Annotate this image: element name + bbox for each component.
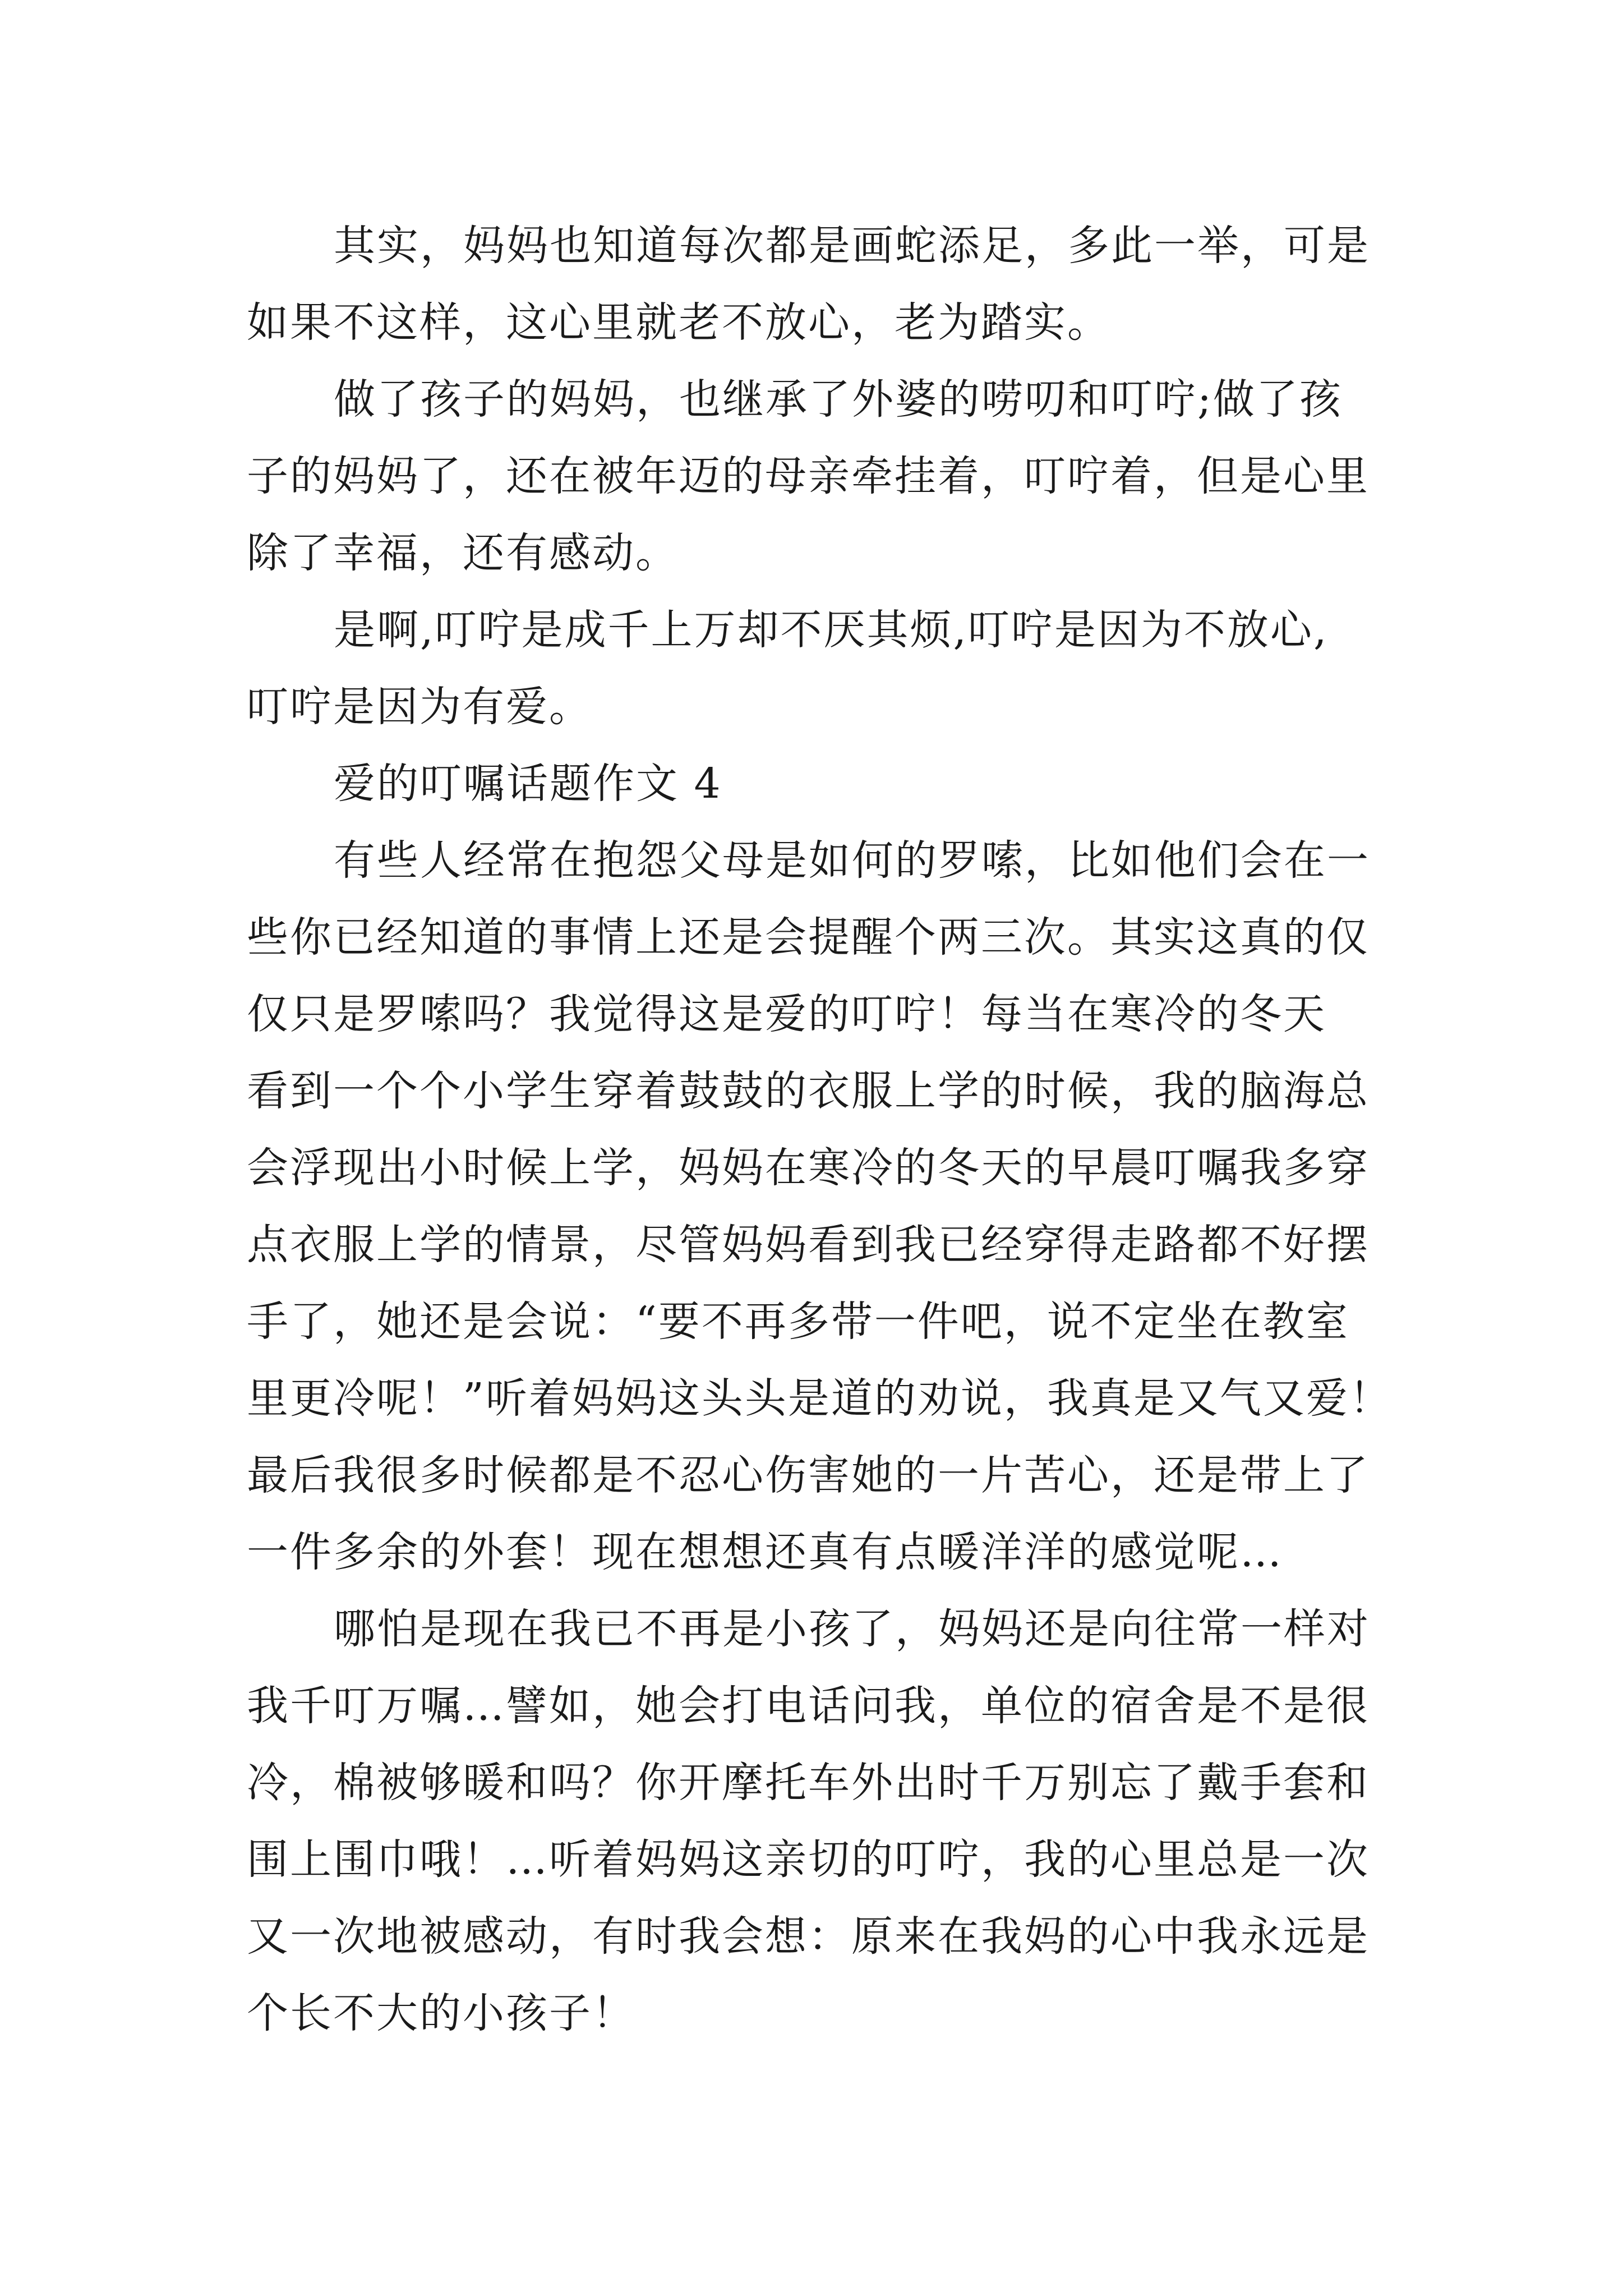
text-line: 是啊,叮咛是成千上万却不厌其烦,叮咛是因为不放心, [334, 606, 1329, 654]
text-line: 里更冷呢！”听着妈妈这头头是道的劝说，我真是又气又爱！ [247, 1374, 1393, 1423]
text-line: 如果不这样，这心里就老不放心，老为踏实。 [247, 298, 1110, 347]
text-line: 又一次地被感动，有时我会想：原来在我妈的心中我永远是 [247, 1912, 1370, 1961]
text-line: 哪怕是现在我已不再是小孩了，妈妈还是向往常一样对 [334, 1605, 1370, 1653]
text-line: 除了幸福，还有感动。 [247, 529, 679, 577]
section-heading [247, 746, 1385, 822]
text-line: 点衣服上学的情景，尽管妈妈看到我已经穿得走路都不好摆 [247, 1221, 1370, 1269]
paragraph [247, 361, 1385, 592]
paragraph [247, 822, 1393, 1591]
paragraph [247, 1591, 1385, 2052]
paragraph [247, 208, 1385, 361]
text-line: 手了，她还是会说：“要不再多带一件吧，说不定坐在教室 [247, 1297, 1349, 1346]
text-line: 子的妈妈了，还在被年迈的母亲牵挂着，叮咛着，但是心里 [247, 452, 1370, 500]
text-line: 叮咛是因为有爱。 [247, 683, 592, 731]
text-line: 最后我很多时候都是不忍心伤害她的一片苦心，还是带上了 [247, 1451, 1370, 1499]
text-line: 我千叮万嘱…譬如，她会打电话问我，单位的宿舍是不是很 [247, 1682, 1370, 1730]
text-line: 做了孩子的妈妈，也继承了外婆的唠叨和叮咛;做了孩 [334, 375, 1343, 424]
text-line: 一件多余的外套！现在想想还真有点暖洋洋的感觉呢… [247, 1528, 1283, 1576]
text-line: 看到一个个小学生穿着鼓鼓的衣服上学的时候，我的脑海总 [247, 1067, 1370, 1115]
paragraph [247, 592, 1385, 746]
text-line: 仅只是罗嗦吗？我觉得这是爱的叮咛！每当在寒冷的冬天 [247, 990, 1326, 1038]
text-line: 其实，妈妈也知道每次都是画蛇添足，多此一举，可是 [334, 222, 1370, 270]
text-line: 些你已经知道的事情上还是会提醒个两三次。其实这真的仅 [247, 913, 1370, 961]
text-line: 围上围巾哦！…听着妈妈这亲切的叮咛，我的心里总是一次 [247, 1835, 1370, 1884]
text-line: 冷，棉被够暖和吗？你开摩托车外出时千万别忘了戴手套和 [247, 1759, 1370, 1807]
heading-line: 爱的叮嘱话题作文 4 [334, 760, 722, 808]
text-line: 个长不大的小孩子！ [247, 1989, 635, 2037]
text-line: 有些人经常在抱怨父母是如何的罗嗦，比如他们会在一 [334, 836, 1370, 885]
text-line: 会浮现出小时候上学，妈妈在寒冷的冬天的早晨叮嘱我多穿 [247, 1144, 1370, 1192]
document-body [247, 208, 1393, 2052]
